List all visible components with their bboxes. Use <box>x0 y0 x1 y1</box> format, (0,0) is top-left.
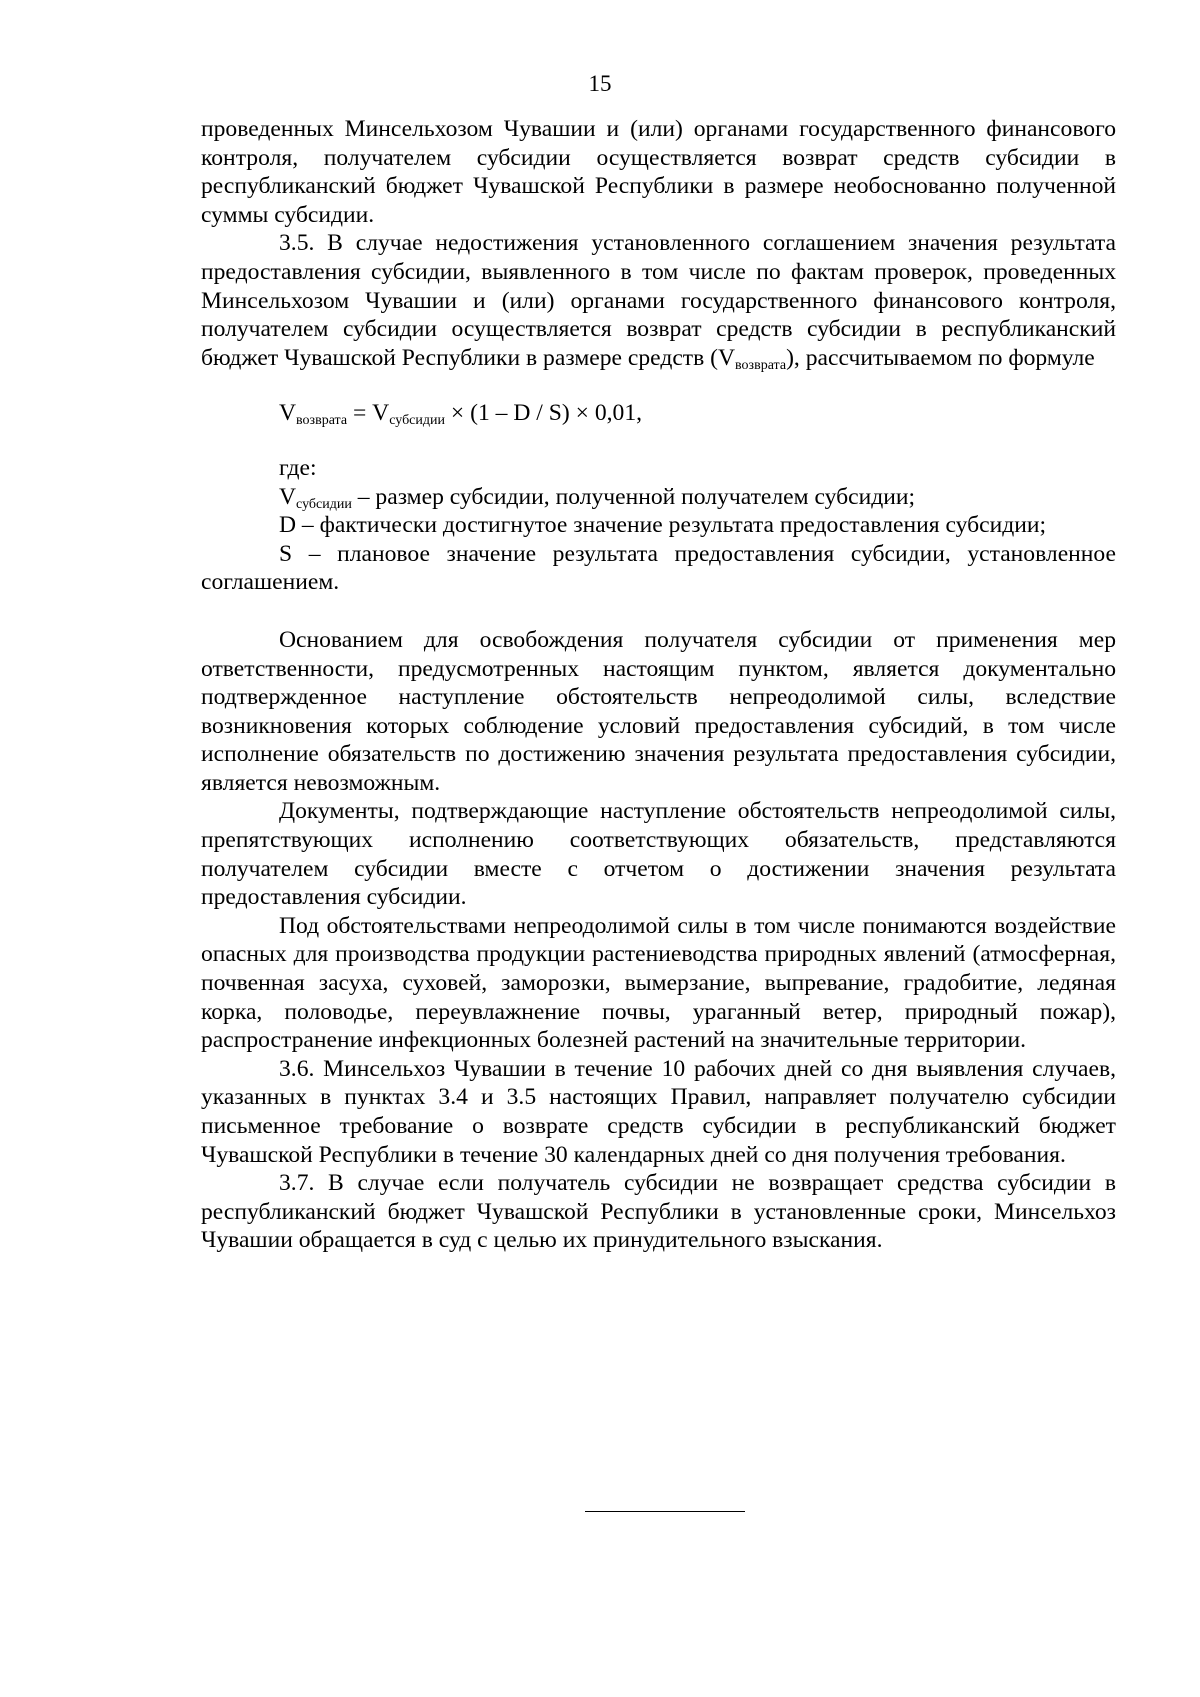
formula-sub2: субсидии <box>389 413 445 429</box>
paragraph-3-5-subscript: возврата <box>735 357 787 373</box>
formula-mid: = V <box>347 400 390 427</box>
definition-v-subscript: субсидии <box>296 496 352 512</box>
paragraph-3-5-tail: ), рассчитываемом по формуле <box>786 344 1095 371</box>
formula <box>201 399 1116 428</box>
definition-v-text: – размер субсидии, полученной получателем субсидии; <box>351 483 916 510</box>
paragraph-3-6: 3.6. Минсельхоз Чувашии в течение 10 рабочих дней со дня выявления случаев, указанных в пунктах 3.4 и 3.5 настоящих Правил, направляет получателю субсидии письменное требование о возврате средств субсидии в республиканский бюджет Чувашской Республики в течение 30 календарных дней со дня получения требования. <box>201 1055 1116 1168</box>
spacer <box>201 597 1116 626</box>
formula-sub1: возврата <box>296 413 348 429</box>
spacer <box>201 428 1116 454</box>
document-body <box>201 115 1116 1255</box>
page-number: 15 <box>588 71 612 96</box>
paragraph-continuation: проведенных Минсельхозом Чувашии и (или) органами государственного финансового контроля, получателем субсидии осуществляется возврат средств субсидии в республиканский бюджет Чувашской Республики в размере необоснованно полученной суммы субсидии. <box>201 116 1116 228</box>
where-label: где: <box>279 454 317 481</box>
definition-d: D – фактически достигнутое значение результата предоставления субсидии; <box>279 512 1047 539</box>
formula-v1: V <box>279 400 297 427</box>
end-divider <box>585 1511 745 1512</box>
paragraph-documents: Документы, подтверждающие наступление обстоятельств непреодолимой силы, препятствующих исполнению соответствующих обязательств, представляются получателем субсидии вместе с отчетом о достижении значения результата предоставления субсидии. <box>201 798 1116 911</box>
paragraph-3-7: 3.7. В случае если получатель субсидии не возвращает средства субсидии в республиканский бюджет Чувашской Республики в установленные сроки, Минсельхоз Чувашии обращается в суд с целью их принудительного взыскания. <box>201 1170 1116 1254</box>
paragraph-force-majeure-list: Под обстоятельствами непреодолимой силы в том числе понимаются воздействие опасных для производства продукции растениеводства природных явлений (атмосферная, почвенная засуха, суховей, заморозки, вымерзание, выпревание, градобитие, ледяная корка, половодье, переувлажнение почвы, ураганный ветер, природный пожар), распространение инфекционных болезней растений на значительные территории. <box>201 912 1116 1054</box>
definition-s: S – плановое значение результата предоставления субсидии, установленное соглашением. <box>201 540 1116 596</box>
spacer <box>201 372 1116 399</box>
paragraph-3-5 <box>201 229 1116 372</box>
definition-v <box>201 483 1116 512</box>
paragraph-3-5-text: 3.5. В случае недостижения установленного соглашением значения результата предоставления субсидии, выявленного в том числе по фактам проверок, проведенных Минсельхозом Чувашии и (или) органами государственного финансового контроля, получателем субсидии осуществляется возврат средств субсидии в республиканский бюджет Чувашской Республики в размере средств (V <box>201 230 1116 371</box>
formula-tail: × (1 – D / S) × 0,01, <box>445 400 643 427</box>
definition-v-symbol: V <box>279 483 297 510</box>
paragraph-force-majeure-basis: Основанием для освобождения получателя субсидии от применения мер ответственности, предусмотренных настоящим пунктом, является документально подтвержденное наступление обстоятельств непреодолимой силы, вследствие возникновения которых соблюдение условий предоставления субсидий, в том числе исполнение обязательств по достижению значения результата предоставления субсидии, является невозможным. <box>201 626 1116 796</box>
